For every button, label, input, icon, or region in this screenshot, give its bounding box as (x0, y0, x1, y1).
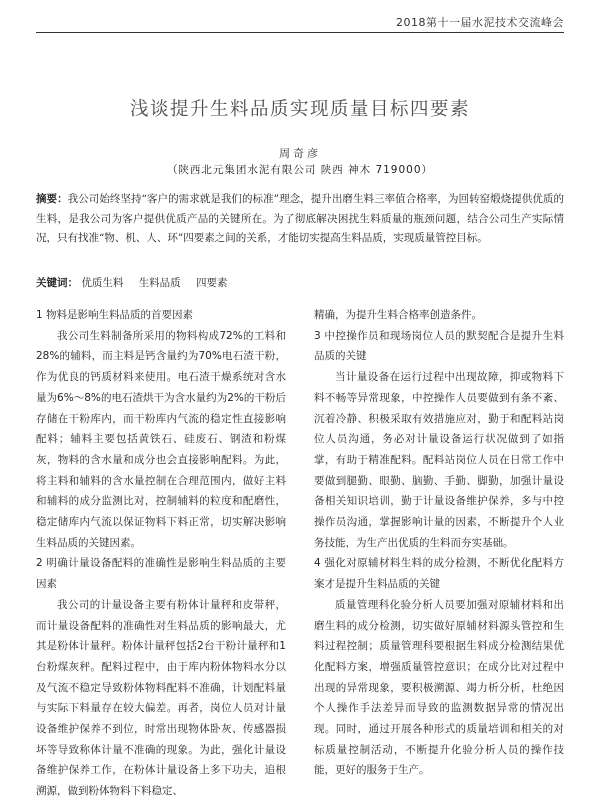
keyword: 四要素 (196, 277, 228, 289)
body-column-left (36, 305, 286, 802)
body-paragraph: 质量管理科化验分析人员要加强对原辅材料和出磨生料的成分检测，切实做好原辅材料源头管控和生料过程控制；质量管理科要根据生料成分检测结果优化配料方案，增强质量管控意识；在成分比对过程中出现的异常现象，要积极溯源、竭力析分析，杜绝因个人操作手法差异而导致的监测数据异常的情况出现。同时，通过开展各种形式的质量培训和相关的对标质量控制活动，不断提升化验分析人员的操作技能，更好的服务于生产。 (314, 598, 564, 777)
abstract (36, 190, 564, 249)
keywords (36, 274, 564, 293)
section-heading: 1 物料是影响生料品质的首要因素 (36, 309, 194, 321)
author-name: 周奇彦 (279, 147, 321, 160)
body-paragraph: 当计量设备在运行过程中出现故障，抑或物料下料不畅等异常现象，中控操作人员要做到有条不紊、沉着冷静、积极采取有效措施应对，勤于和配料站岗位人员沟通，务必对计量设备运行状况做到了如指掌，有助于精准配料。配料站岗位人员在日常工作中要做到腿勤、眼勤、脑勤、手勤、脚勤，加强计量设备相关知识培训，勤于计量设备维护保养，多与中控操作员沟通，掌握影响计量的因素，不断提升个人业务技能，为生产出优质的生料而夯实基础。 (314, 371, 564, 549)
section-heading: 2 明确计量设备配料的准确性是影响生料品质的主要因素 (36, 557, 286, 591)
body-paragraph: 我公司的计量设备主要有粉体计量秤和皮带秤，而计量设备配料的准确性对生料品质的影响最大，尤其是粉体计量秤。粉体计量秤包括2台干粉计量秤和1台粉煤灰秤。配料过程中，由于库内粉体物料水分以及气流不稳定导致粉体物料配料不准确，计划配料量与实际下料量存在较大偏差。再者，岗位人员对计量设备维护保养不到位，时常出现物体卧灰、传感器损坏等导致称体计量不准确的现象。为此，强化计量设备维护保养工作，在粉体计量设备上多下功夫，追根溯源，做到粉体物料下料稳定、 (36, 598, 286, 798)
keyword: 生料品质 (138, 277, 181, 289)
author-affiliation: （陕西北元集团水泥有限公司 陕西 神木 719000） (166, 164, 434, 176)
abstract-text: 我公司始终坚持“客户的需求就是我们的标准”理念，提升出磨生料三率值合格率，为回转窑煅烧提供优质的生料，是我公司为客户提供优质产品的关键所在。为了彻底解决困扰生料质量的瓶颈问题，结合公司生产实际情况，只有找准“物、机、人、环”四要素之间的关系，才能切实提高生料品质，实现质量管控目标。 (36, 193, 565, 244)
article-title: 浅谈提升生料品质实现质量目标四要素 (129, 99, 470, 120)
body-paragraph-continued: 精确，为提升生料合格率创造条件。 (314, 309, 482, 321)
keyword: 优质生料 (81, 277, 124, 289)
section-heading: 4 强化对原辅材料生料的成分检测，不断优化配料方案才是提升生料品质的关键 (314, 557, 564, 591)
header-rule (36, 32, 564, 33)
running-header: 2018第十一届水泥技术交流峰会 (396, 16, 564, 29)
body-column-right (314, 305, 564, 781)
keywords-label: 关键词： (36, 277, 78, 289)
section-heading: 3 中控操作员和现场岗位人员的默契配合是提升生料品质的关键 (314, 329, 564, 363)
body-paragraph: 我公司生料制备所采用的物料构成72%的工料和28%的辅料，而主料是钙含量约为70%电石渣干粉，作为优良的钙质材料来使用。电石渣干燥系统对含水量为6%～8%的电石渣烘干为含水量约为2%的干粉后存储在干粉库内，而干粉库内气流的稳定性直接影响配料；辅料主要包括黄铁石、硅废石、钢渣和粉煤灰，物料的含水量和成分也会直接影响配料。为此，将主料和辅料的含水量控制在合理范围内，做好主料和辅料的成分监测比对，控制辅料的粒度和配磨性，稳定储库内气流以保证物料下料正常，切实解决影响生料品质的关键因素。 (36, 329, 286, 549)
abstract-label: 摘要： (36, 193, 68, 205)
